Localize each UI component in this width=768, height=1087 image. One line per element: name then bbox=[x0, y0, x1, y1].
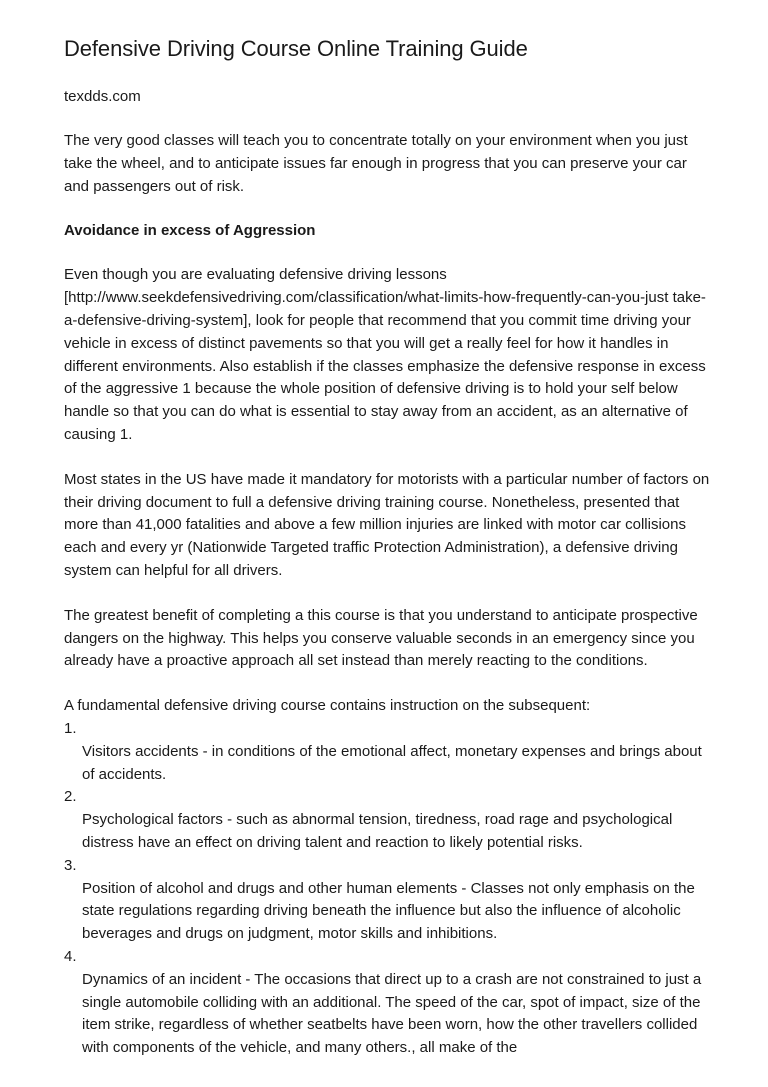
numbered-list bbox=[64, 718, 714, 1060]
list-item-text: Psychological factors - such as abnormal tension, tiredness, road rage and psychological distress have an effect on driving talent and reaction to likely potential risks. bbox=[82, 811, 673, 851]
list-item bbox=[64, 855, 714, 946]
body-paragraph: Most states in the US have made it mandatory for motorists with a particular number of factors on their driving document to full a defensive driving training course. Nonetheless, presented that more than 41,000 fatalities and above a few million injuries are linked with motor car collisions each and every yr (Nationwide Targeted traffic Protection Administration), a defensive driving system can helpful for all drivers. bbox=[64, 470, 710, 579]
body-paragraph: The greatest benefit of completing a this course is that you understand to anticipate prospective dangers on the highway. This helps you conserve valuable seconds in an emergency since you already have a proactive approach all set instead than merely reacting to the conditions. bbox=[64, 606, 698, 670]
section-heading: Avoidance in excess of Aggression bbox=[64, 222, 316, 240]
document-title: Defensive Driving Course Online Training Guide bbox=[64, 36, 528, 61]
list-item bbox=[64, 786, 714, 854]
list-item-text: Position of alcohol and drugs and other human elements - Classes not only emphasis on the state regulations regarding driving beneath the influence but also the influence of alcoholic beverages and drugs on judgment, motor skills and inhibitions. bbox=[82, 879, 695, 943]
document-page bbox=[64, 34, 714, 1060]
list-item-number: 1. bbox=[64, 719, 77, 737]
list-item bbox=[64, 946, 714, 1060]
document-source: texdds.com bbox=[64, 88, 141, 105]
body-paragraph: Even though you are evaluating defensive driving lessons [http://www.seekdefensivedriving.com/classification/what-limits-how-frequently-can-you-just take-a-defensive-driving-system], look for people that recommend that you commit time driving your vehicle in excess of distinct pavements so that you will get a really feel for how it handles in different environments. Also establish if the classes emphasize the defensive response in excess of the aggressive 1 because the whole position of defensive driving is to hold your self below handle so that you can do what is essential to stay away from an accident, as an alternative of causing 1. bbox=[64, 266, 706, 443]
list-item-text: Dynamics of an incident - The occasions that direct up to a crash are not constrained to just a single automobile colliding with an additional. The speed of the car, spot of impact, size of the item strike, regardless of whether seatbelts have been worn, how the other travellers collided with components of the vehicle, and many others., all make of the bbox=[82, 970, 702, 1057]
intro-paragraph: The very good classes will teach you to concentrate totally on your environment when you just take the wheel, and to anticipate issues far enough in progress that you can preserve your car and passengers out of risk. bbox=[64, 132, 688, 195]
list-item-text: Visitors accidents - in conditions of the emotional affect, monetary expenses and brings about of accidents. bbox=[82, 742, 702, 783]
list-item-number: 3. bbox=[64, 856, 77, 874]
list-item-number: 2. bbox=[64, 788, 77, 806]
list-item-number: 4. bbox=[64, 947, 77, 965]
list-item bbox=[64, 718, 714, 786]
list-intro: A fundamental defensive driving course contains instruction on the subsequent: bbox=[64, 697, 591, 715]
